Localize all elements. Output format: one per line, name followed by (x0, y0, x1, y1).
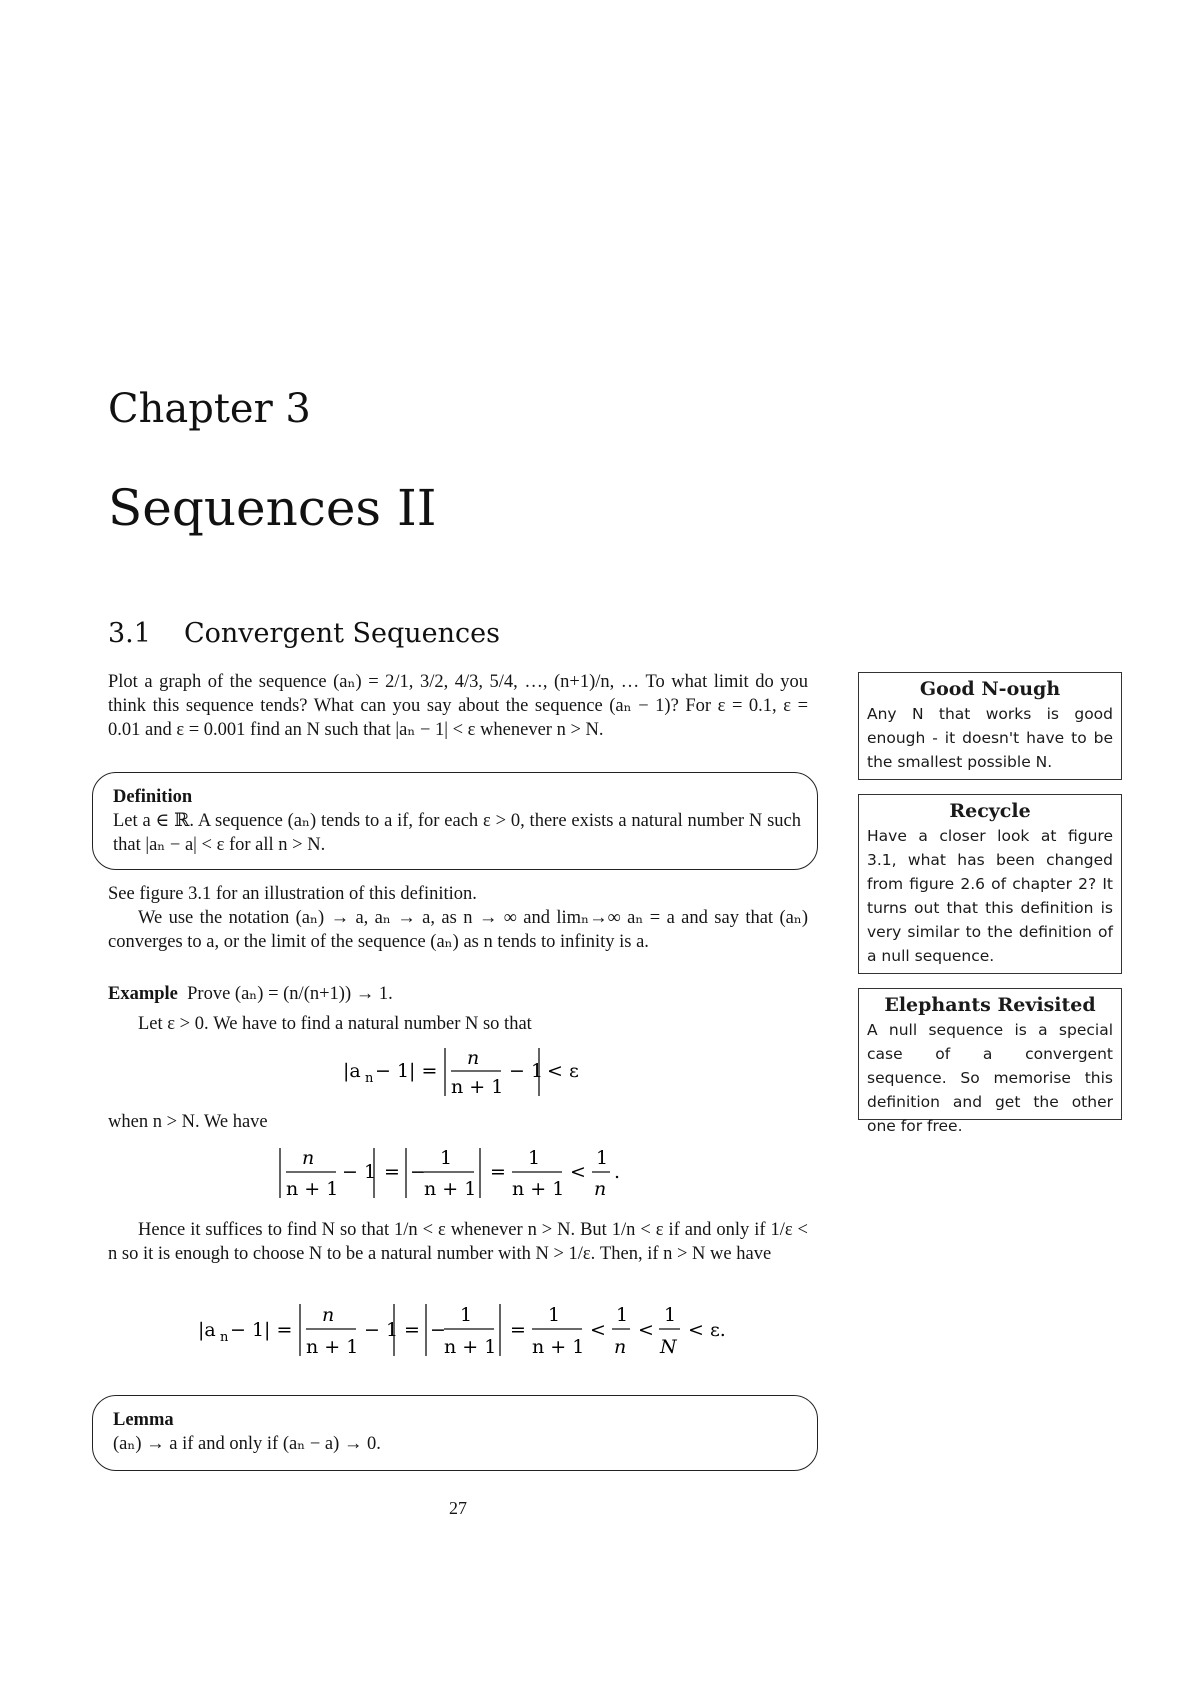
chapter-title: Sequences II (108, 479, 437, 537)
svg-text:n + 1: n + 1 (286, 1178, 339, 1200)
lemma-text: (aₙ) → a if and only if (aₙ − a) → 0. (113, 1434, 381, 1454)
svg-text:1: 1 (548, 1304, 561, 1326)
svg-text:n + 1: n + 1 (512, 1178, 565, 1200)
svg-text:< ε.: < ε. (688, 1319, 726, 1341)
svg-text:−: − (430, 1319, 446, 1341)
example-statement: Prove (aₙ) = (n/(n+1)) → 1. (187, 984, 393, 1004)
sidebar-title: Elephants Revisited (884, 994, 1096, 1016)
svg-text:N: N (660, 1336, 677, 1358)
svg-text:=: = (384, 1161, 400, 1183)
svg-text:−: − (410, 1161, 426, 1183)
lemma-title: Lemma (113, 1410, 174, 1430)
svg-text:1: 1 (596, 1147, 609, 1169)
eq1-lhs-rest: − 1| = (375, 1060, 438, 1082)
svg-text:− 1: − 1 (342, 1161, 377, 1183)
svg-text:1: 1 (440, 1147, 453, 1169)
svg-text:=: = (404, 1319, 420, 1341)
eq1-den: n + 1 (451, 1076, 504, 1098)
svg-text:n + 1: n + 1 (306, 1336, 359, 1358)
lemma-box (92, 1395, 818, 1471)
example-line-2: when n > N. We have (108, 1112, 268, 1132)
svg-text:1: 1 (664, 1304, 677, 1326)
notation-paragraph: We use the notation (aₙ) → a, aₙ → a, as n → ∞ and limₙ→∞ aₙ = a and say that (aₙ) converges to a, or the limit of the sequence (aₙ) as n tends to infinity is a. (108, 908, 808, 952)
sidebar-title: Good N-ough (919, 678, 1061, 700)
definition-box (92, 772, 818, 870)
equation-3 (108, 1296, 808, 1362)
section-title: Convergent Sequences (184, 618, 500, 649)
eq1-lhs: |a (343, 1060, 361, 1082)
eq1-lhs-sub: n (365, 1071, 374, 1086)
sidebar-text: Any N that works is good enough - it doesn't have to be the smallest possible N. (867, 705, 1113, 771)
sidebar-box-good-nough (858, 672, 1122, 780)
eq1-num: n (467, 1047, 480, 1069)
equation-3-svg (198, 1296, 726, 1362)
svg-text:1: 1 (528, 1147, 541, 1169)
svg-text:n + 1: n + 1 (424, 1178, 477, 1200)
svg-text:1: 1 (460, 1304, 473, 1326)
example-label: Example (108, 984, 178, 1004)
eq1-lt: < ε (547, 1060, 579, 1082)
definition-note: See figure 3.1 for an illustration of this definition. (108, 884, 477, 904)
section-heading (108, 617, 500, 651)
svg-text:<: < (570, 1161, 586, 1183)
svg-text:n: n (594, 1178, 607, 1200)
example-line-1: Let ε > 0. We have to find a natural number N so that (138, 1014, 532, 1034)
sidebar-box-recycle (858, 794, 1122, 974)
sidebar-text: A null sequence is a special case of a convergent sequence. So memorise this definition and get the other one for free. (867, 1021, 1113, 1135)
equation-2 (108, 1140, 808, 1204)
svg-text:|a: |a (198, 1319, 216, 1341)
eq1-minus: − 1 (509, 1060, 544, 1082)
svg-text:=: = (490, 1161, 506, 1183)
svg-text:− 1| =: − 1| = (230, 1319, 293, 1341)
svg-text:n: n (614, 1336, 627, 1358)
svg-text:n: n (302, 1147, 315, 1169)
equation-2-svg (278, 1140, 638, 1204)
intro-paragraph: Plot a graph of the sequence (aₙ) = 2/1, 3/2, 4/3, 5/4, …, (n+1)/n, … To what limit do you think this sequence tends? What can you say about the sequence (aₙ − 1)? For ε = 0.1, ε = 0.01 and ε = 0.001 find an N such that |aₙ − 1| < ε whenever n > N. (108, 672, 808, 740)
svg-text:n + 1: n + 1 (532, 1336, 585, 1358)
hence-paragraph: Hence it suffices to find N so that 1/n < ε whenever n > N. But 1/n < ε if and only if 1/ε < n so it is enough to choose N to be a natural number with N > 1/ε. Then, if n > N we have (108, 1220, 808, 1264)
sidebar-box-elephants (858, 988, 1122, 1135)
sidebar-text: Have a closer look at figure 3.1, what has been changed from figure 2.6 of chapter 2? It turns out that this definition is very similar to the definition of a null sequence. (867, 827, 1113, 965)
svg-text:=: = (510, 1319, 526, 1341)
svg-text:<: < (638, 1319, 654, 1341)
svg-text:n: n (322, 1304, 335, 1326)
svg-text:<: < (590, 1319, 606, 1341)
svg-text:− 1: − 1 (364, 1319, 399, 1341)
page-number: 27 (449, 1498, 467, 1518)
equation-1 (108, 1040, 808, 1102)
definition-text: Let a ∈ ℝ. A sequence (aₙ) tends to a if, for each ε > 0, there exists a natural number N such that |aₙ − a| < ε for all n > N. (113, 811, 801, 855)
equation-1-svg (343, 1040, 579, 1102)
example-statement-line (108, 982, 808, 1006)
chapter-label: Chapter 3 (108, 386, 311, 432)
section-number: 3.1 (108, 618, 151, 649)
svg-text:n: n (220, 1330, 229, 1345)
svg-text:1: 1 (616, 1304, 629, 1326)
sidebar-title: Recycle (949, 800, 1031, 822)
svg-text:n + 1: n + 1 (444, 1336, 497, 1358)
svg-text:.: . (614, 1161, 621, 1183)
definition-title: Definition (113, 787, 193, 807)
